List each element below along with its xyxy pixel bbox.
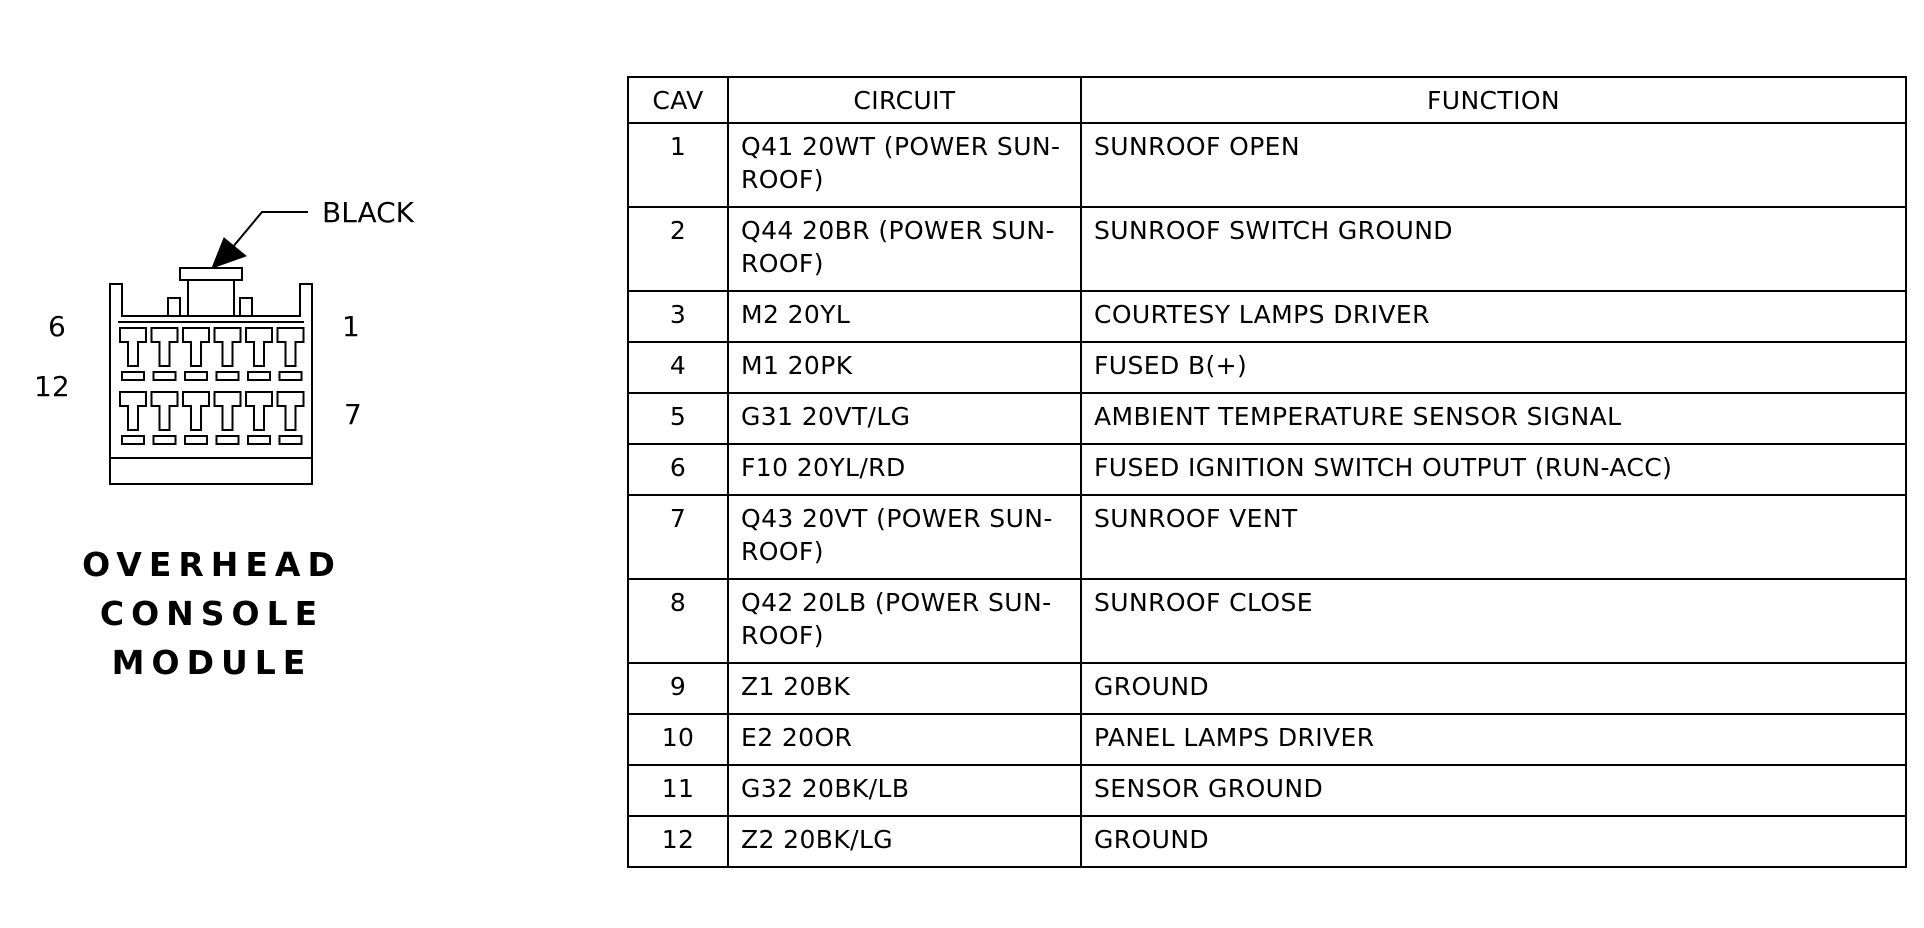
table-row bbox=[628, 291, 1906, 342]
cell-circuit bbox=[728, 663, 1081, 714]
terminal-pad bbox=[248, 372, 270, 380]
table-row bbox=[628, 342, 1906, 393]
pin-label-12: 12 bbox=[34, 370, 70, 403]
terminal-pad bbox=[280, 436, 302, 444]
cell-function: GROUND bbox=[1081, 663, 1906, 714]
latch-left bbox=[168, 298, 180, 316]
latch-right bbox=[240, 298, 252, 316]
circuit-line-1: Q44 20BR (POWER SUN- bbox=[741, 216, 1055, 245]
pin-label-6: 6 bbox=[48, 310, 66, 343]
terminal-pad bbox=[154, 436, 176, 444]
cell-function: GROUND bbox=[1081, 816, 1906, 867]
circuit-line-2: ROOF) bbox=[741, 537, 824, 566]
cell-cav: 3 bbox=[628, 291, 728, 342]
table-row bbox=[628, 765, 1906, 816]
cell-function: SUNROOF SWITCH GROUND bbox=[1081, 207, 1906, 291]
terminal-pad bbox=[217, 436, 239, 444]
cell-function: FUSED B(+) bbox=[1081, 342, 1906, 393]
connector-diagram bbox=[0, 0, 600, 928]
cell-function: PANEL LAMPS DRIVER bbox=[1081, 714, 1906, 765]
cell-cav: 5 bbox=[628, 393, 728, 444]
cell-cav: 6 bbox=[628, 444, 728, 495]
cell-cav: 2 bbox=[628, 207, 728, 291]
terminal-cavity bbox=[120, 392, 146, 430]
cell-circuit bbox=[728, 714, 1081, 765]
cell-circuit bbox=[728, 207, 1081, 291]
terminal-cavity bbox=[183, 328, 209, 366]
cell-cav: 8 bbox=[628, 579, 728, 663]
table-row bbox=[628, 714, 1906, 765]
header-circuit: CIRCUIT bbox=[728, 77, 1081, 123]
terminal-cavity bbox=[278, 392, 304, 430]
terminal-cavity bbox=[120, 328, 146, 366]
cell-cav: 7 bbox=[628, 495, 728, 579]
locking-tab-body bbox=[188, 280, 234, 316]
cell-function: SUNROOF VENT bbox=[1081, 495, 1906, 579]
color-pointer-arrow bbox=[212, 212, 308, 268]
table-row bbox=[628, 816, 1906, 867]
table-row bbox=[628, 495, 1906, 579]
cell-cav: 4 bbox=[628, 342, 728, 393]
module-name-line-2: CONSOLE bbox=[99, 594, 325, 633]
module-name-line-3: MODULE bbox=[111, 643, 313, 682]
pinout-table bbox=[627, 76, 1907, 868]
cell-function: COURTESY LAMPS DRIVER bbox=[1081, 291, 1906, 342]
circuit-line-1: M2 20YL bbox=[741, 300, 851, 329]
terminal-cavity bbox=[215, 328, 241, 366]
locking-tab-top bbox=[180, 268, 242, 280]
terminal-pad bbox=[122, 372, 144, 380]
table-row bbox=[628, 444, 1906, 495]
cell-function: AMBIENT TEMPERATURE SENSOR SIGNAL bbox=[1081, 393, 1906, 444]
circuit-line-2: ROOF) bbox=[741, 165, 824, 194]
cell-cav: 9 bbox=[628, 663, 728, 714]
terminal-cavities bbox=[120, 328, 304, 444]
pin-label-1: 1 bbox=[342, 310, 360, 343]
table-row bbox=[628, 123, 1906, 207]
terminal-pad bbox=[280, 372, 302, 380]
circuit-line-1: Q43 20VT (POWER SUN- bbox=[741, 504, 1053, 533]
terminal-pad bbox=[122, 436, 144, 444]
table-row bbox=[628, 207, 1906, 291]
circuit-line-1: Z2 20BK/LG bbox=[741, 825, 894, 854]
circuit-line-1: Z1 20BK bbox=[741, 672, 851, 701]
circuit-line-2: ROOF) bbox=[741, 621, 824, 650]
cell-circuit bbox=[728, 579, 1081, 663]
circuit-line-1: F10 20YL/RD bbox=[741, 453, 906, 482]
terminal-cavity bbox=[183, 392, 209, 430]
connector-housing bbox=[110, 284, 312, 484]
circuit-line-1: G31 20VT/LG bbox=[741, 402, 911, 431]
cell-cav: 1 bbox=[628, 123, 728, 207]
cell-function: SENSOR GROUND bbox=[1081, 765, 1906, 816]
table-row bbox=[628, 579, 1906, 663]
circuit-line-1: Q41 20WT (POWER SUN- bbox=[741, 132, 1061, 161]
pin-label-7: 7 bbox=[344, 398, 362, 431]
cell-function: FUSED IGNITION SWITCH OUTPUT (RUN-ACC) bbox=[1081, 444, 1906, 495]
cell-circuit bbox=[728, 123, 1081, 207]
terminal-cavity bbox=[246, 392, 272, 430]
cell-circuit bbox=[728, 393, 1081, 444]
cell-circuit bbox=[728, 291, 1081, 342]
circuit-line-1: G32 20BK/LB bbox=[741, 774, 910, 803]
terminal-pad bbox=[185, 372, 207, 380]
cell-function: SUNROOF OPEN bbox=[1081, 123, 1906, 207]
circuit-line-1: Q42 20LB (POWER SUN- bbox=[741, 588, 1052, 617]
cell-cav: 11 bbox=[628, 765, 728, 816]
connector-color-label: BLACK bbox=[322, 196, 415, 229]
cell-function: SUNROOF CLOSE bbox=[1081, 579, 1906, 663]
header-function: FUNCTION bbox=[1081, 77, 1906, 123]
terminal-cavity bbox=[152, 328, 178, 366]
terminal-pad bbox=[185, 436, 207, 444]
terminal-cavity bbox=[278, 328, 304, 366]
cell-circuit bbox=[728, 816, 1081, 867]
cell-cav: 12 bbox=[628, 816, 728, 867]
cell-cav: 10 bbox=[628, 714, 728, 765]
circuit-line-2: ROOF) bbox=[741, 249, 824, 278]
module-name-line-1: OVERHEAD bbox=[82, 545, 342, 584]
cell-circuit bbox=[728, 444, 1081, 495]
terminal-pad bbox=[154, 372, 176, 380]
cell-circuit bbox=[728, 765, 1081, 816]
circuit-line-1: E2 20OR bbox=[741, 723, 853, 752]
cell-circuit bbox=[728, 342, 1081, 393]
terminal-cavity bbox=[152, 392, 178, 430]
terminal-pad bbox=[248, 436, 270, 444]
table-header-row bbox=[628, 77, 1906, 123]
circuit-line-1: M1 20PK bbox=[741, 351, 853, 380]
terminal-pad bbox=[217, 372, 239, 380]
table-row bbox=[628, 663, 1906, 714]
terminal-cavity bbox=[215, 392, 241, 430]
cell-circuit bbox=[728, 495, 1081, 579]
terminal-cavity bbox=[246, 328, 272, 366]
header-cav: CAV bbox=[628, 77, 728, 123]
table-row bbox=[628, 393, 1906, 444]
